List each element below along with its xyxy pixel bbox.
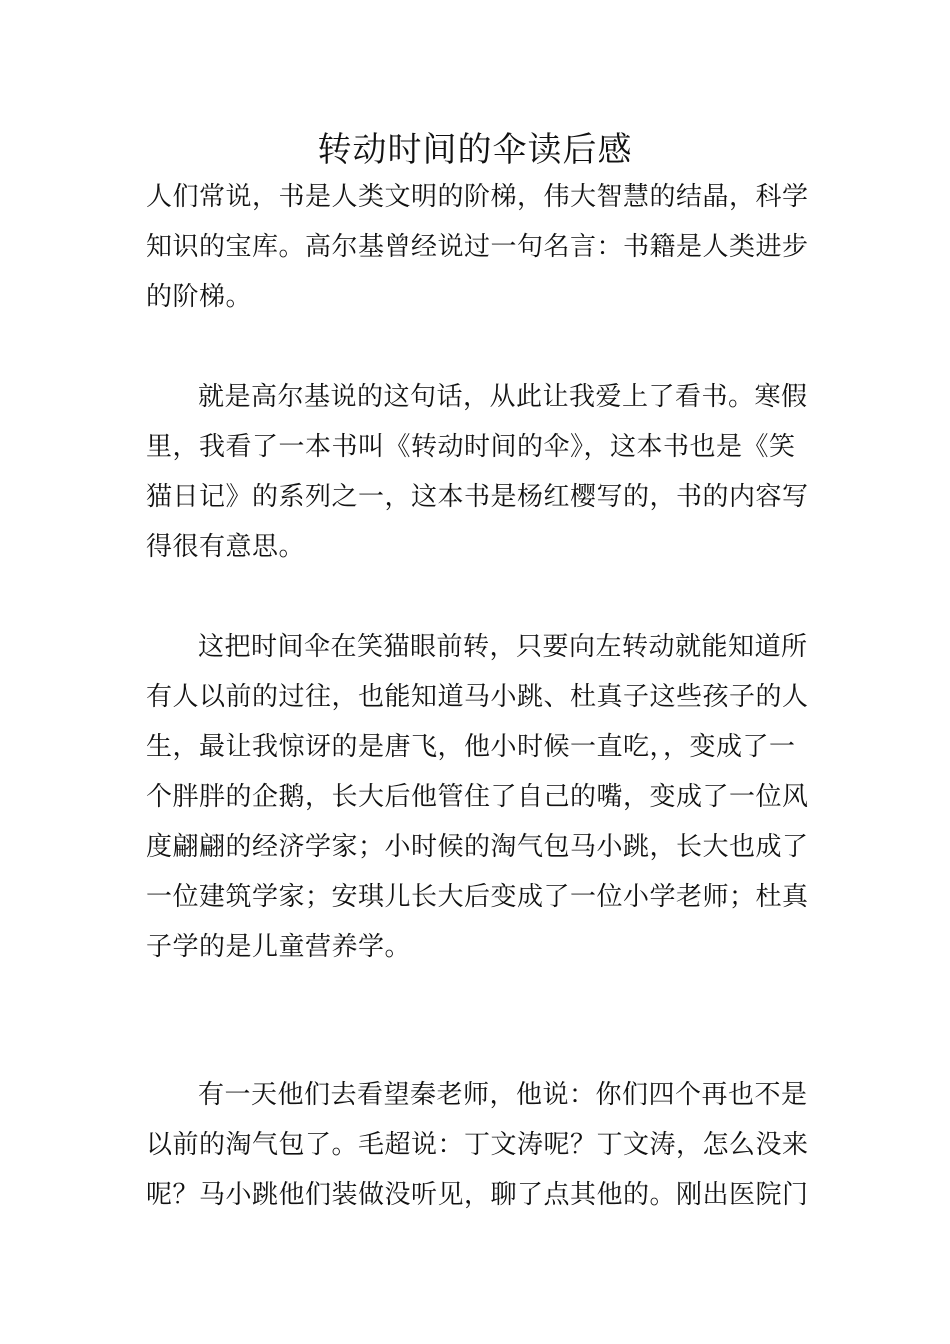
text-line: 以前的淘气包了。毛超说：丁文涛呢？丁文涛，怎么没来 [146,1130,809,1160]
text-line: 有人以前的过往，也能知道马小跳、杜真子这些孩子的人 [146,682,809,712]
text-line: 有一天他们去看望秦老师，他说：你们四个再也不是 [198,1080,808,1110]
paragraph-visit-teacher [146,1070,808,1220]
text-line: 度翩翩的经济学家；小时候的淘气包马小跳，长大也成了 [146,832,809,862]
text-line: 子学的是儿童营养学。 [146,932,412,962]
document-title: 转动时间的伞读后感 [317,130,633,170]
paragraph-reading [146,372,808,572]
text-line: 呢？马小跳他们装做没听见，聊了点其他的。刚出医院门 [146,1180,809,1210]
text-line: 知识的宝库。高尔基曾经说过一句名言：书籍是人类进步 [146,232,809,262]
text-line: 个胖胖的企鹅，长大后他管住了自己的嘴，变成了一位风 [146,782,809,812]
text-line: 猫日记》的系列之一，这本书是杨红樱写的，书的内容写 [146,482,809,512]
text-line: 的阶梯。 [146,282,253,312]
text-line: 一位建筑学家；安琪儿长大后变成了一位小学老师；杜真 [146,882,809,912]
paragraph-time-umbrella [146,622,808,972]
text-line: 人们常说，书是人类文明的阶梯，伟大智慧的结晶，科学 [146,182,809,212]
text-line: 里，我看了一本书叫《转动时间的伞》，这本书也是《笑 [146,432,796,462]
paragraph-intro [146,172,808,322]
text-line: 就是高尔基说的这句话，从此让我爱上了看书。寒假 [198,382,808,412]
text-line: 生，最让我惊讶的是唐飞，他小时候一直吃，，变成了一 [146,732,796,762]
text-line: 得很有意思。 [146,532,306,562]
text-line: 这把时间伞在笑猫眼前转，只要向左转动就能知道所 [198,632,808,662]
